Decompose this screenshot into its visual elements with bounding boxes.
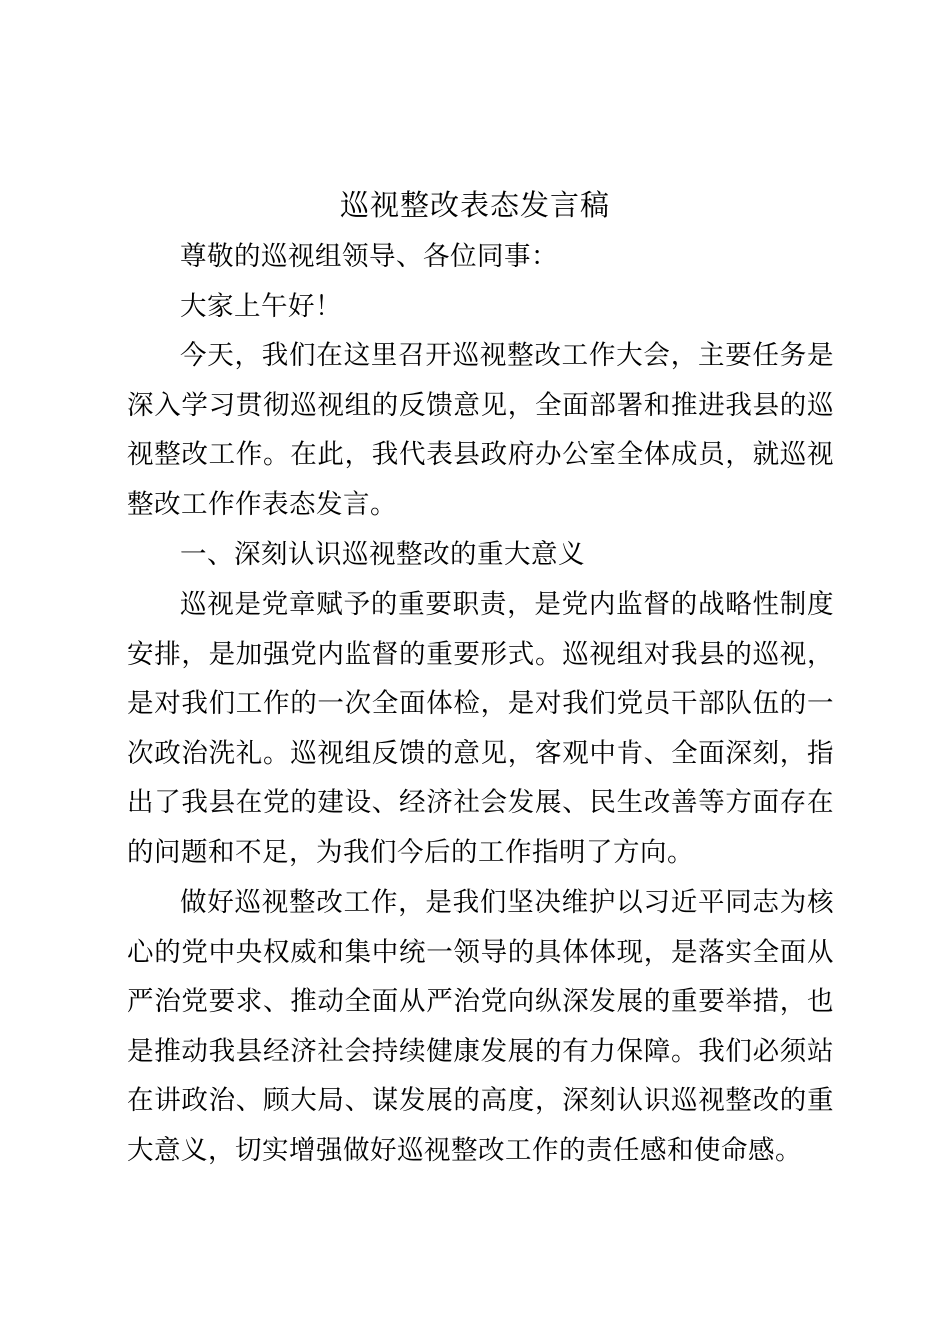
- section-heading: 一、深刻认识巡视整改的重大意义: [180, 539, 585, 570]
- document-title: 巡视整改表态发言稿: [339, 188, 610, 222]
- salutation: 尊敬的巡视组领导、各位同事：: [180, 241, 558, 272]
- intro-paragraph: 今天，我们在这里召开巡视整改工作大会，主要任务是深入学习贯彻巡视组的反馈意见，全面部署和推进我县的巡视整改工作。在此，我代表县政府办公室全体成员，就巡视整改工作作表态发言。: [127, 340, 834, 520]
- greeting: 大家上午好！: [180, 291, 342, 322]
- body-paragraph: 做好巡视整改工作，是我们坚决维护以习近平同志为核心的党中央权威和集中统一领导的具体体现，是落实全面从严治党要求、推动全面从严治党向纵深发展的重要举措，也是推动我县经济社会持续健康发展的有力保障。我们必须站在讲政治、顾大局、谋发展的高度，深刻认识巡视整改的重大意义，切实增强做好巡视整改工作的责任感和使命感。: [127, 887, 834, 1166]
- body-paragraph: 巡视是党章赋予的重要职责，是党内监督的战略性制度安排，是加强党内监督的重要形式。巡视组对我县的巡视，是对我们工作的一次全面体检，是对我们党员干部队伍的一次政治洗礼。巡视组反馈的意见，客观中肯、全面深刻，指出了我县在党的建设、经济社会发展、民生改善等方面存在的问题和不足，为我们今后的工作指明了方向。: [127, 589, 834, 868]
